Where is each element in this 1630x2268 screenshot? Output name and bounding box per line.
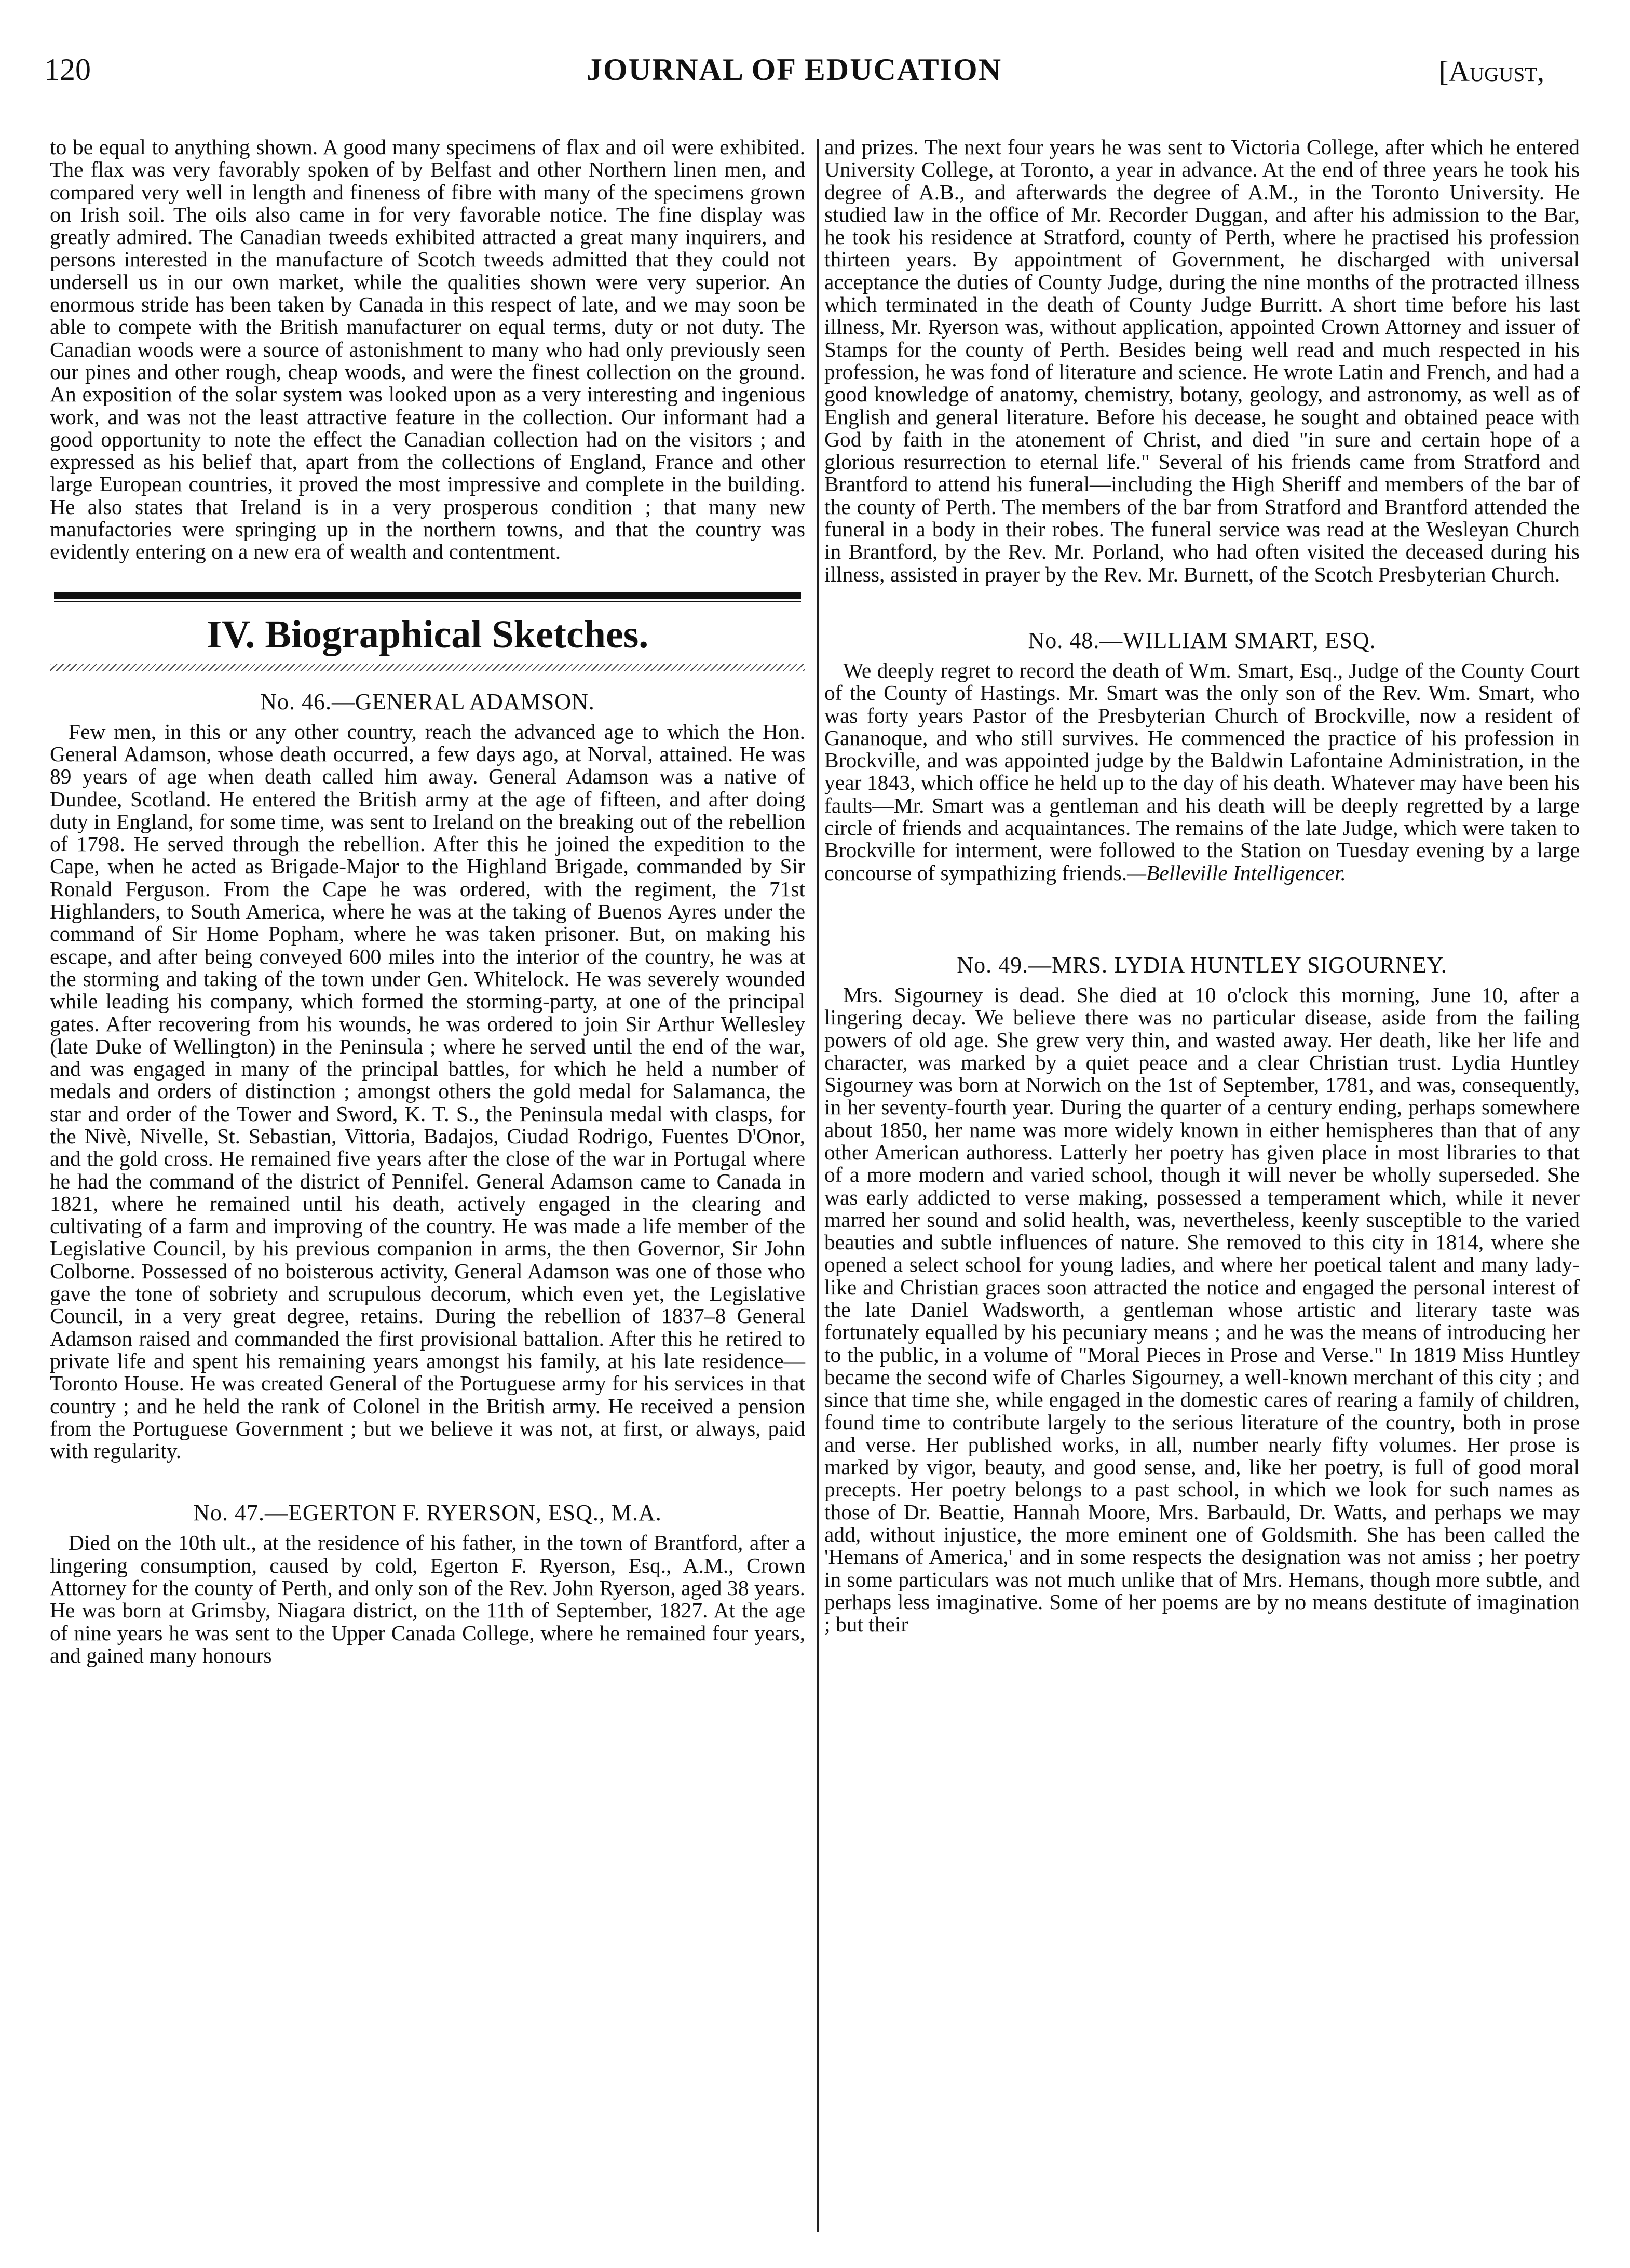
article-48-source: —Belleville Intelligencer. (1127, 860, 1346, 885)
left-column (50, 136, 805, 1667)
issue-month: [August, (1438, 56, 1544, 88)
page-number: 120 (44, 52, 91, 87)
article-48-text: We deeply regret to record the death of Wm. Smart, Esq., Judge of the County Court of the County of Hastings. Mr. Smart was the only son of the Rev. Wm. Smart, who was forty years Pastor of the Presbyterian Church of Brockville, now a resident of Gananoque, and who still survives. He commenced the practice of his profession in Brockville, and was appointed judge by the Baldwin Lafontaine Administration, in the year 1843, which office he held up to the day of his death. Whatever may have been his faults—Mr. Smart was a gentleman and his death will be deeply regretted by a large circle of friends and acquaintances. The remains of the late Judge, which were taken to Brockville for interment, were followed to the Station on Tuesday evening by a large concourse of sympathizing friends. (824, 658, 1580, 885)
continued-paragraph: to be equal to anything shown. A good many specimens of flax and oil were exhibited. The flax was very favorably spoken of by Belfast and other Northern linen men, and compared very well in length and fineness of fibre with many of the specimens grown on Irish soil. The oils also came in for very favorable notice. The fine display was greatly admired. The Canadian tweeds exhibited attracted a great many inquirers, and persons interested in the manufacture of Scotch tweeds admitted that they could not undersell us in our own market, while the qualities shown were very superior. An enormous stride has been taken by Canada in this respect of late, and we may soon be able to compete with the British manufacturer on equal terms, duty or not duty. The Canadian woods were a source of astonishment to many who had only previously seen our pines and other rough, cheap woods, and were the finest collection on the ground. An exposition of the solar system was looked upon as a very interesting and ingenious work, and was not the least attractive feature in the collection. Our informant had a good opportunity to note the effect the Canadian collection had on the visitors ; and expressed as his belief that, apart from the collections of England, France and other large European countries, it proved the most impressive and complete in the building. He also states that Ireland is in a very prosperous condition ; that many new manufactories were springing up in the northern towns, and that the country was evidently entering on a new era of wealth and contentment. (50, 135, 805, 564)
article-49-title: No. 49.—MRS. LYDIA HUNTLEY SIGOURNEY. (957, 952, 1447, 978)
section-rule-thick (54, 592, 801, 599)
article-47-continued: and prizes. The next four years he was sent to Victoria College, after which he entered University College, at Toronto, a year in advance. At the end of three years he took his degree of A.B., and afterwards the degree of A.M., in the Toronto University. He studied law in the office of Mr. Recorder Duggan, and after his admission to the Bar, he took his residence at Stratford, county of Perth, where he practised his profession thirteen years. By appointment of Government, he discharged with universal acceptance the duties of County Judge, during the nine months of the protracted illness which terminated in the death of County Judge Burritt. A short time before his last illness, Mr. Ryerson was, without application, appointed Crown Attorney and issuer of Stamps for the county of Perth. Besides being well read and much respected in his profession, he was fond of literature and science. He wrote Latin and French, and had a good knowledge of anatomy, chemistry, botany, geology, and astronomy, as well as of English and general literature. Before his decease, he sought and obtained peace with God by faith in the atonement of Christ, and died "in sure and certain hope of a glorious resurrection to eternal life." Several of his friends came from Stratford and Brantford to attend his funeral—including the High Sheriff and members of the bar of the county of Perth. The members of the bar from Stratford and Brantford attended the funeral in a body in their robes. The funeral service was read at the Wesleyan Church in Brantford, by the Rev. Mr. Porland, who had often visited the deceased during his illness, assisted in prayer by the Rev. Mr. Burnett, of the Scotch Presbyterian Church. (824, 135, 1580, 586)
article-48-title: No. 48.—WILLIAM SMART, ESQ. (1028, 627, 1376, 653)
wavy-rule (50, 664, 805, 671)
section-heading: IV. Biographical Sketches. (206, 612, 649, 656)
article-46-title: No. 46.—GENERAL ADAMSON. (260, 688, 595, 714)
article-47-title: No. 47.—EGERTON F. RYERSON, ESQ., M.A. (193, 1500, 662, 1526)
journal-title: JOURNAL OF EDUCATION (586, 52, 1002, 87)
article-49-body: Mrs. Sigourney is dead. She died at 10 o'clock this morning, June 10, after a lingering decay. We believe there was no particular disease, aside from the failing powers of old age. She grew very thin, and wasted away. Her death, like her life and character, was marked by a quiet peace and a clear Christian trust. Lydia Huntley Sigourney was born at Norwich on the 1st of September, 1781, and was, consequently, in her seventy-fourth year. During the quarter of a century ending, perhaps somewhere about 1850, her name was more widely known in either hemispheres than that of any other American authoress. Latterly her poetry has given place in most libraries to that of a more modern and varied school, though it will never be wholly superseded. She was early addicted to verse making, possessed a temperament which, while it never marred her sound and solid health, was, nevertheless, keenly susceptible to the varied beauties and subtle influences of nature. She removed to this city in 1814, where she opened a select school for young ladies, and where her poetical talent and many lady-like and Christian graces soon attracted the notice and engaged the personal interest of the late Daniel Wadsworth, a gentleman whose artistic and literary taste was fortunately equalled by his pecuniary means ; and he was the means of introducing her to the public, in a volume of "Moral Pieces in Prose and Verse." In 1819 Miss Huntley became the second wife of Charles Sigourney, a well-known merchant of this city ; and since that time she, while engaged in the domestic cares of rearing a family of children, found time to contribute largely to the serious literature of the country, both in prose and verse. Her published works, in all, number nearly fifty volumes. Her prose is marked by vigor, beauty, and good sense, and, like her poetry, is full of good moral precepts. Her poetry belongs to a past school, in which we look for such names as those of Dr. Beattie, Hannah Moore, Mrs. Barbauld, Dr. Watts, and perhaps we may add, without injustice, the more eminent one of Goldsmith. She has been called the 'Hemans of America,' and in some respects the designation was not amiss ; her poetry in some particulars was not much unlike that of Mrs. Hemans, though more subtle, and perhaps less imaginative. Some of her poems are by no means destitute of imagination ; but their (824, 982, 1580, 1637)
article-47-body: Died on the 10th ult., at the residence of his father, in the town of Brantford, after a lingering consumption, caused by cold, Egerton F. Ryerson, Esq., A.M., Crown Attorney for the county of Perth, and only son of the Rev. John Ryerson, aged 38 years. He was born at Grimsby, Niagara district, on the 11th of September, 1827. At the age of nine years he was sent to the Upper Canada College, where he remained four years, and gained many honours (50, 1531, 805, 1667)
right-column (824, 136, 1580, 1636)
page-header (44, 52, 1544, 93)
article-46-body: Few men, in this or any other country, reach the advanced age to which the Hon. General Adamson, whose death occurred, a few days ago, at Norval, attained. He was 89 years of age when death called him away. General Adamson was a native of Dundee, Scotland. He entered the British army at the age of fifteen, and after doing duty in England, for some time, was sent to Ireland on the breaking out of the rebellion of 1798. He served through the rebellion. After this he joined the expedition to the Cape, when he acted as Brigade-Major to the Highland Brigade, commanded by Sir Ronald Ferguson. From the Cape he was ordered, with the regiment, the 71st Highlanders, to South America, where he was at the taking of Buenos Ayres under the command of Sir Home Popham, where he was taken prisoner. But, on making his escape, and after being conveyed 600 miles into the interior of the country, he was at the storming and taking of the town under Gen. Whitelock. He was severely wounded while leading his company, which formed the storming-party, at one of the principal gates. After recovering from his wounds, he was ordered to join Sir Arthur Wellesley (late Duke of Wellington) in the Peninsula ; where he served until the end of the war, and was engaged in many of the principal battles, for which he held a number of medals and orders of distinction ; amongst others the gold medal for Salamanca, the star and order of the Tower and Sword, K. T. S., the Peninsula medal with clasps, for the Nivè, Nivelle, St. Sebastian, Vittoria, Badajos, Ciudad Rodrigo, Fuentes D'Onor, and the gold cross. He remained five years after the close of the war in Portugal where he had the command of the district of Pennifel. General Adamson came to Canada in 1821, where he remained until his death, actively engaged in the clearing and cultivating of a farm and improving of the country. He was made a life member of the Legislative Council, by his previous companion in arms, the then Governor, Sir John Colborne. Possessed of no boisterous activity, General Adamson was one of those who gave the tone of sobriety and scrupulous decorum, which even yet, the Legislative Council, in a very great degree, retains. During the rebellion of 1837–8 General Adamson raised and commanded the first provisional battalion. After this he retired to private life and spent his remaining years amongst his family, at his late residence—Toronto House. He was created General of the Portuguese army for his services in that country ; and he held the rank of Colonel in the British army. He received a pension from the Portuguese Government ; but we believe it was not, at first, or always, paid with regularity. (50, 719, 805, 1463)
article-48-body (824, 659, 1580, 884)
section-rule-thin (54, 601, 801, 602)
column-divider (817, 139, 819, 2232)
